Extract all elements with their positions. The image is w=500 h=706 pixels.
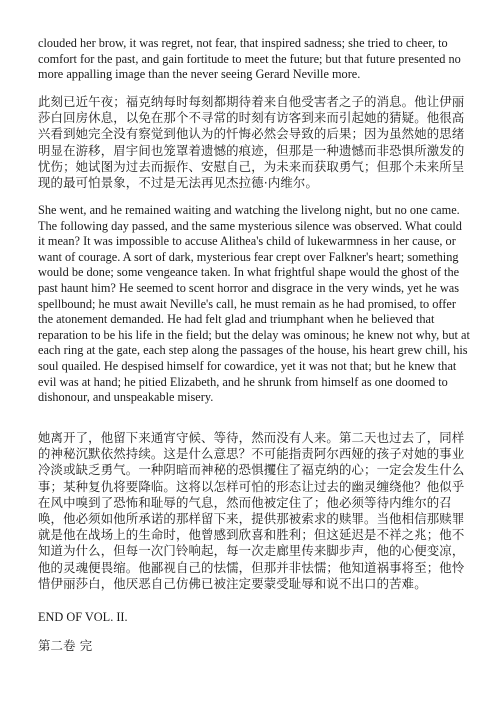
end-of-volume-english: END OF VOL. II. xyxy=(38,610,128,624)
paragraph-english-2: She went, and he remained waiting and watching the livelong night, but no one came. The following day passed, and the same mysterious silence was observed. What could it mean? It was impossible to accuse Alithea's child of lukewarmness in her cause, or want of courage. A sort of dark, mysterious fear crept over Falkner's heart; something would be done; some vengeance taken. In what frightful shape would the ghost of the past haunt him? He seemed to scent horror and disgrace in the very winds, yet he was spellbound; he must await Neville's call, he must remain as he had promised, to offer the atonement demanded. He had felt glad and triumphant when he believed that reparation to be his life in the field; but the delay was ominous; he knew not why, but at each ring at the gate, each step along the passages of the house, his heart grew chill, his soul quailed. He despised himself for cowardice, yet it was not that; but he knew that evil was at hand; he pitied Elizabeth, and he shrunk from himself as one doomed to dishonour, and unspeakable misery. xyxy=(38,203,470,405)
end-of-volume-chinese: 第二卷 完 xyxy=(38,638,93,653)
paragraph-english-1: clouded her brow, it was regret, not fear, that inspired sadness; she tried to cheer, to comfort for the past, and gain fortitude to meet the future; but that future presented no more appalling image than the never seeing Gerard Neville more. xyxy=(38,36,461,82)
paragraph-chinese-1: 此刻已近午夜；福克纳每时每刻都期待着来自他受害者之子的消息。他让伊丽莎白回房休息，以免在那个不寻常的时刻有访客到来而引起她的猜疑。他很高兴看到她完全没有察觉到他认为的忏悔必然会导致的后果；因为虽然她的思绪明显在游移，眉宇间也笼罩着遗憾的痕迹，但那是一种遗憾而非恐惧所激发的忧伤；她试图为过去而振作、安慰自己，为未来而获取勇气；但那个未来所呈现的最可怕景象，不过是无法再见杰拉德·内维尔。 xyxy=(38,94,465,191)
paragraph-chinese-2: 她离开了，他留下来通宵守候、等待，然而没有人来。第二天也过去了，同样的神秘沉默依然持续。这是什么意思？不可能指责阿尔西娅的孩子对她的事业冷淡或缺乏勇气。一种阴暗而神秘的恐惧攫住了福克纳的心；一定会发生什么事；某种复仇将要降临。这将以怎样可怕的形态让过去的幽灵缠绕他？他似乎在风中嗅到了恐怖和耻辱的气息，然而他被定住了；他必须等待内维尔的召唤，他必须如他所承诺的那样留下来，提供那被索求的赎罪。当他相信那赎罪就是他在战场上的生命时，他曾感到欣喜和胜利；但这延迟是不祥之兆；他不知道为什么，但每一次门铃响起，每一次走廊里传来脚步声，他的心便变凉，他的灵魂便畏缩。他鄙视自己的怯懦，但那并非怯懦；他知道祸事将至；他怜惜伊丽莎白，他厌恶自己仿佛已被注定要蒙受耻辱和说不出口的苦难。 xyxy=(38,430,465,591)
